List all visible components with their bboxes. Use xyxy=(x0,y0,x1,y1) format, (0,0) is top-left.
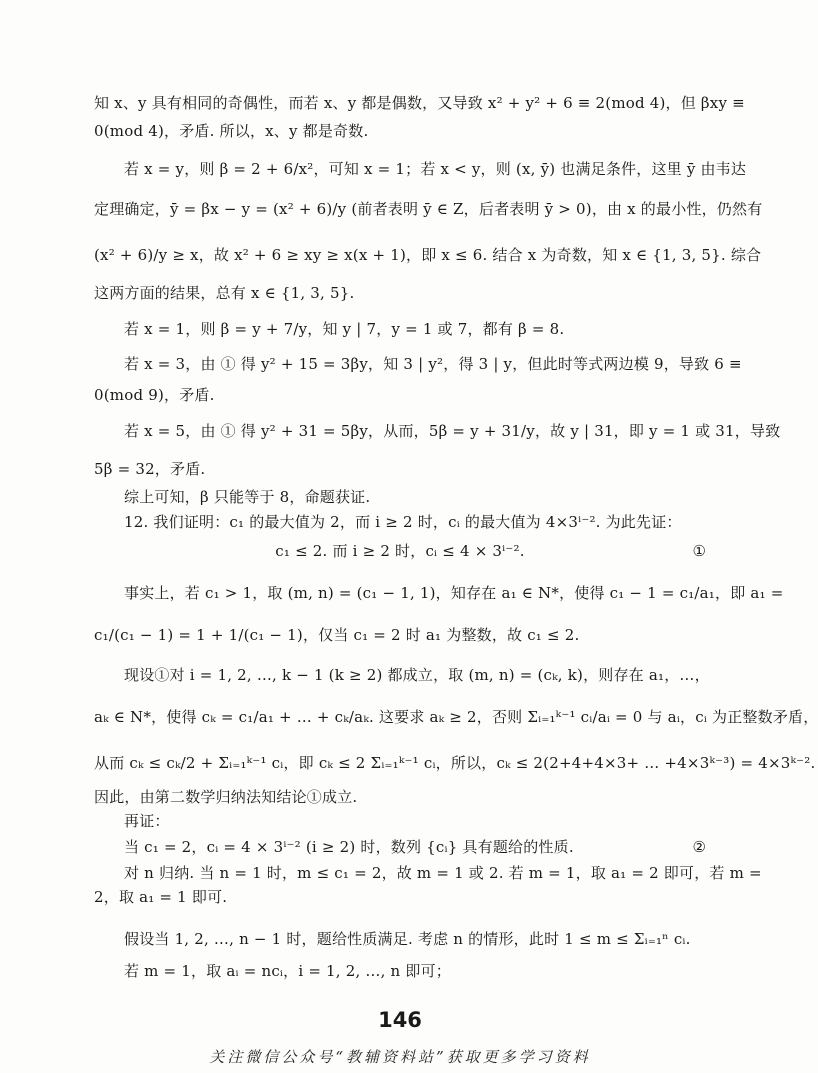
text-line: 若 x = 3，由 ① 得 y² + 15 = 3βy，知 3 | y²，得 3 | y，但此时等式两边模 9，导致 6 ≡ xyxy=(124,355,742,373)
text-line: 若 x = y，则 β = 2 + 6/x²，可知 x = 1；若 x < y，则 (x, ȳ) 也满足条件，这里 ȳ 由韦达 xyxy=(124,160,747,178)
text-line: 0(mod 9)，矛盾. xyxy=(94,386,215,404)
text-line: 若 x = 1，则 β = y + 7/y，知 y | 7，y = 1 或 7，都有 β = 8. xyxy=(124,320,565,338)
text-line: 5β = 32，矛盾. xyxy=(94,460,206,478)
text-line: aₖ ∈ N*，使得 cₖ = c₁/a₁ + … + cₖ/aₖ. 这要求 aₖ ≥ 2，否则 Σᵢ₌₁ᵏ⁻¹ cᵢ/aᵢ = 0 与 aᵢ，cᵢ 为正整数矛盾， xyxy=(94,708,818,726)
text-line: c₁/(c₁ − 1) = 1 + 1/(c₁ − 1)，仅当 c₁ = 2 时 a₁ 为整数，故 c₁ ≤ 2. xyxy=(94,626,580,644)
text-line: 事实上，若 c₁ > 1，取 (m, n) = (c₁ − 1, 1)，知存在 a₁ ∈ N*，使得 c₁ − 1 = c₁/a₁，即 a₁ = xyxy=(124,584,784,602)
text-line: 对 n 归纳. 当 n = 1 时，m ≤ c₁ = 2，故 m = 1 或 2. 若 m = 1，取 a₁ = 2 即可，若 m = xyxy=(124,864,762,882)
text-line: 再证： xyxy=(124,812,170,830)
page-number: 146 xyxy=(378,1008,422,1032)
equation-marker: ② xyxy=(692,838,706,856)
equation-line: c₁ ≤ 2. 而 i ≥ 2 时，cᵢ ≤ 4 × 3ⁱ⁻². xyxy=(275,542,525,560)
text-line: 定理确定，ȳ = βx − y = (x² + 6)/y (前者表明 ȳ ∈ Z，后者表明 ȳ > 0)，由 x 的最小性，仍然有 xyxy=(94,200,763,218)
text-line: 假设当 1, 2, …, n − 1 时，题给性质满足. 考虑 n 的情形，此时 1 ≤ m ≤ Σᵢ₌₁ⁿ cᵢ. xyxy=(124,930,691,948)
text-line: 从而 cₖ ≤ cₖ/2 + Σᵢ₌₁ᵏ⁻¹ cᵢ，即 cₖ ≤ 2 Σᵢ₌₁ᵏ⁻¹ cᵢ，所以，cₖ ≤ 2(2+4+4×3+ … +4×3ᵏ⁻³) = 4×3ᵏ⁻². xyxy=(94,754,816,772)
text-line: 这两方面的结果，总有 x ∈ {1, 3, 5}. xyxy=(94,284,355,302)
text-line: 知 x、y 具有相同的奇偶性，而若 x、y 都是偶数，又导致 x² + y² + 6 ≡ 2(mod 4)，但 βxy ≡ xyxy=(94,94,745,112)
text-line: 因此，由第二数学归纳法知结论①成立. xyxy=(94,788,358,806)
text-line: 12. 我们证明：c₁ 的最大值为 2，而 i ≥ 2 时，cᵢ 的最大值为 4×3ⁱ⁻². 为此先证： xyxy=(124,513,682,531)
equation-marker: ① xyxy=(692,542,706,560)
text-line: (x² + 6)/y ≥ x，故 x² + 6 ≥ xy ≥ x(x + 1)，即 x ≤ 6. 结合 x 为奇数，知 x ∈ {1, 3, 5}. 综合 xyxy=(94,246,762,264)
text-line: 若 x = 5，由 ① 得 y² + 31 = 5βy，从而，5β = y + 31/y，故 y | 31，即 y = 1 或 31，导致 xyxy=(124,422,781,440)
footer-watermark: 关注微信公众号“教辅资料站”获取更多学习资料 xyxy=(209,1048,591,1066)
text-line: 当 c₁ = 2，cᵢ = 4 × 3ⁱ⁻² (i ≥ 2) 时，数列 {cᵢ} 具有题给的性质. xyxy=(124,838,574,856)
text-line: 若 m = 1，取 aᵢ = ncᵢ，i = 1, 2, …, n 即可； xyxy=(124,962,451,980)
text-line: 综上可知，β 只能等于 8，命题获证. xyxy=(124,488,371,506)
text-line: 2，取 a₁ = 1 即可. xyxy=(94,888,228,906)
text-line: 0(mod 4)，矛盾. 所以，x、y 都是奇数. xyxy=(94,122,369,140)
text-line: 现设①对 i = 1, 2, …, k − 1 (k ≥ 2) 都成立，取 (m, n) = (cₖ, k)，则存在 a₁，…， xyxy=(124,666,710,684)
